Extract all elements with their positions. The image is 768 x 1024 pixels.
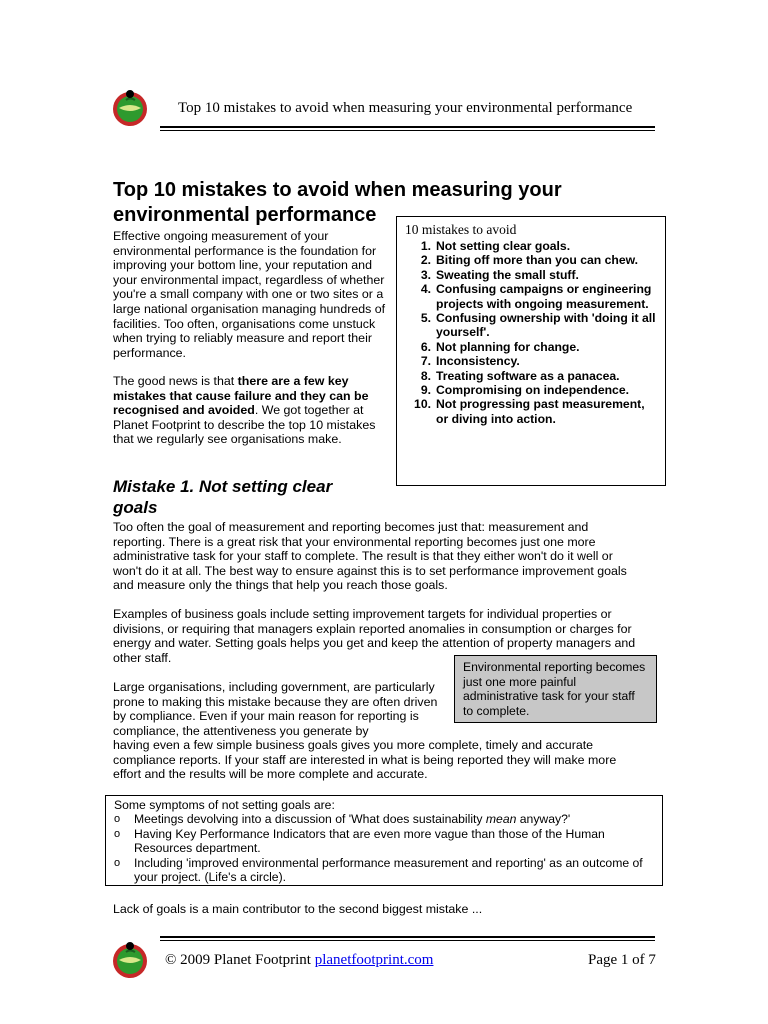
mistake-1-paragraph-4: having even a few simple business goals gives you more complete, timely and accurate compliance reports. If your staff are interested in what is being reported they will make more effort and the results will be more complete and accurate. bbox=[113, 738, 617, 782]
planet-footprint-logo-icon bbox=[110, 88, 150, 128]
symptoms-box bbox=[105, 795, 663, 886]
mistakes-list bbox=[405, 239, 657, 426]
footer-website-link[interactable]: planetfootprint.com bbox=[314, 952, 434, 968]
symptoms-list bbox=[114, 812, 654, 884]
list-item: 9. Compromising on independence. bbox=[420, 383, 629, 398]
bullet-icon: o bbox=[114, 856, 121, 869]
footer-page-number: Page 1 of 7 bbox=[588, 952, 656, 968]
list-item: 10. Not progressing past measurement, or diving into action. bbox=[414, 397, 645, 426]
footer-logo bbox=[110, 940, 150, 985]
mistakes-sidebar-box bbox=[396, 216, 666, 486]
footer-copyright: © 2009 Planet Footprint planetfootprint.com bbox=[165, 952, 434, 968]
bullet-icon: o bbox=[114, 813, 121, 826]
list-item: 4. Confusing campaigns or engineering projects with ongoing measurement. bbox=[420, 282, 652, 311]
header-title: Top 10 mistakes to avoid when measuring your environmental performance bbox=[178, 100, 633, 116]
list-item: o Having Key Performance Indicators that are even more vague than those of the Human Resources department. bbox=[114, 826, 605, 856]
intro-paragraph-1: Effective ongoing measurement of your environmental performance is the foundation for improving your bottom line, your reputation and your environmental impact, regardless of whether you're a small company with one or two sites or a large national organisation managing hundreds of facilities. Too often, organisations come unstuck when trying to reliably measure and report their performance. bbox=[113, 229, 386, 360]
closing-sentence: Lack of goals is a main contributor to the second biggest mistake ... bbox=[113, 902, 483, 916]
list-item: o Including 'improved environmental performance measurement and reporting' as an outcome of your project. (Life's a circle). bbox=[114, 855, 643, 885]
list-item: 1. Not setting clear goals. bbox=[420, 239, 571, 253]
pull-quote-callout: Environmental reporting becomes just one more painful administrative task for your staff to complete. bbox=[454, 655, 657, 723]
mistake-1-heading: Mistake 1. Not setting clear goals bbox=[113, 477, 333, 517]
header-rule bbox=[160, 126, 655, 128]
list-item: 7. Inconsistency. bbox=[420, 354, 520, 369]
symptoms-intro: Some symptoms of not setting goals are: bbox=[114, 798, 335, 812]
list-item: 5. Confusing ownership with 'doing it all yourself'. bbox=[420, 311, 656, 340]
header-logo bbox=[110, 88, 150, 133]
footer-rule bbox=[160, 936, 655, 938]
mistake-1-paragraph-1: Too often the goal of measurement and reporting becomes just that: measurement and reporting. There is a great risk that your environmental reporting becomes just one more administrative task for your staff to complete. The result is that they either won't do it well or won't do it at all. The best way to ensure against this is to set performance improvement goals and measure only the things that help you reach those goals. bbox=[113, 520, 627, 593]
mistake-1-paragraph-3: Large organisations, including government, are particularly prone to making this mistake because they are often driven by compliance. Even if your main reason for reporting is compliance, the attentiveness you generate by bbox=[113, 680, 438, 738]
header-rule-thin bbox=[160, 130, 655, 131]
list-item: 3. Sweating the small stuff. bbox=[420, 267, 579, 282]
list-item: o Meetings devolving into a discussion of 'What does sustainability mean anyway?' bbox=[114, 812, 571, 827]
bullet-icon: o bbox=[114, 827, 121, 840]
intro-paragraph-2: The good news is that there are a few key mistakes that cause failure and they can be recognised and avoided. We got together at Planet Footprint to describe the top 10 mistakes that we regularly see organisations make. bbox=[113, 374, 376, 447]
list-item: 6. Not planning for change. bbox=[420, 339, 580, 354]
mistake-1-paragraph-2: Examples of business goals include setting improvement targets for individual properties or divisions, or requiring that managers explain reported anomalies in consumption or charges for energy and water. Setting goals helps you get and keep the attention of property managers and other staff. bbox=[113, 607, 636, 665]
footer-rule-thin bbox=[160, 940, 655, 941]
planet-footprint-logo-icon bbox=[110, 940, 150, 980]
page-title: Top 10 mistakes to avoid when measuring your environmental performance bbox=[113, 179, 562, 226]
mistakes-box-heading: 10 mistakes to avoid bbox=[405, 222, 517, 237]
list-item: 8. Treating software as a panacea. bbox=[420, 368, 620, 383]
list-item: 2. Biting off more than you can chew. bbox=[420, 253, 639, 268]
